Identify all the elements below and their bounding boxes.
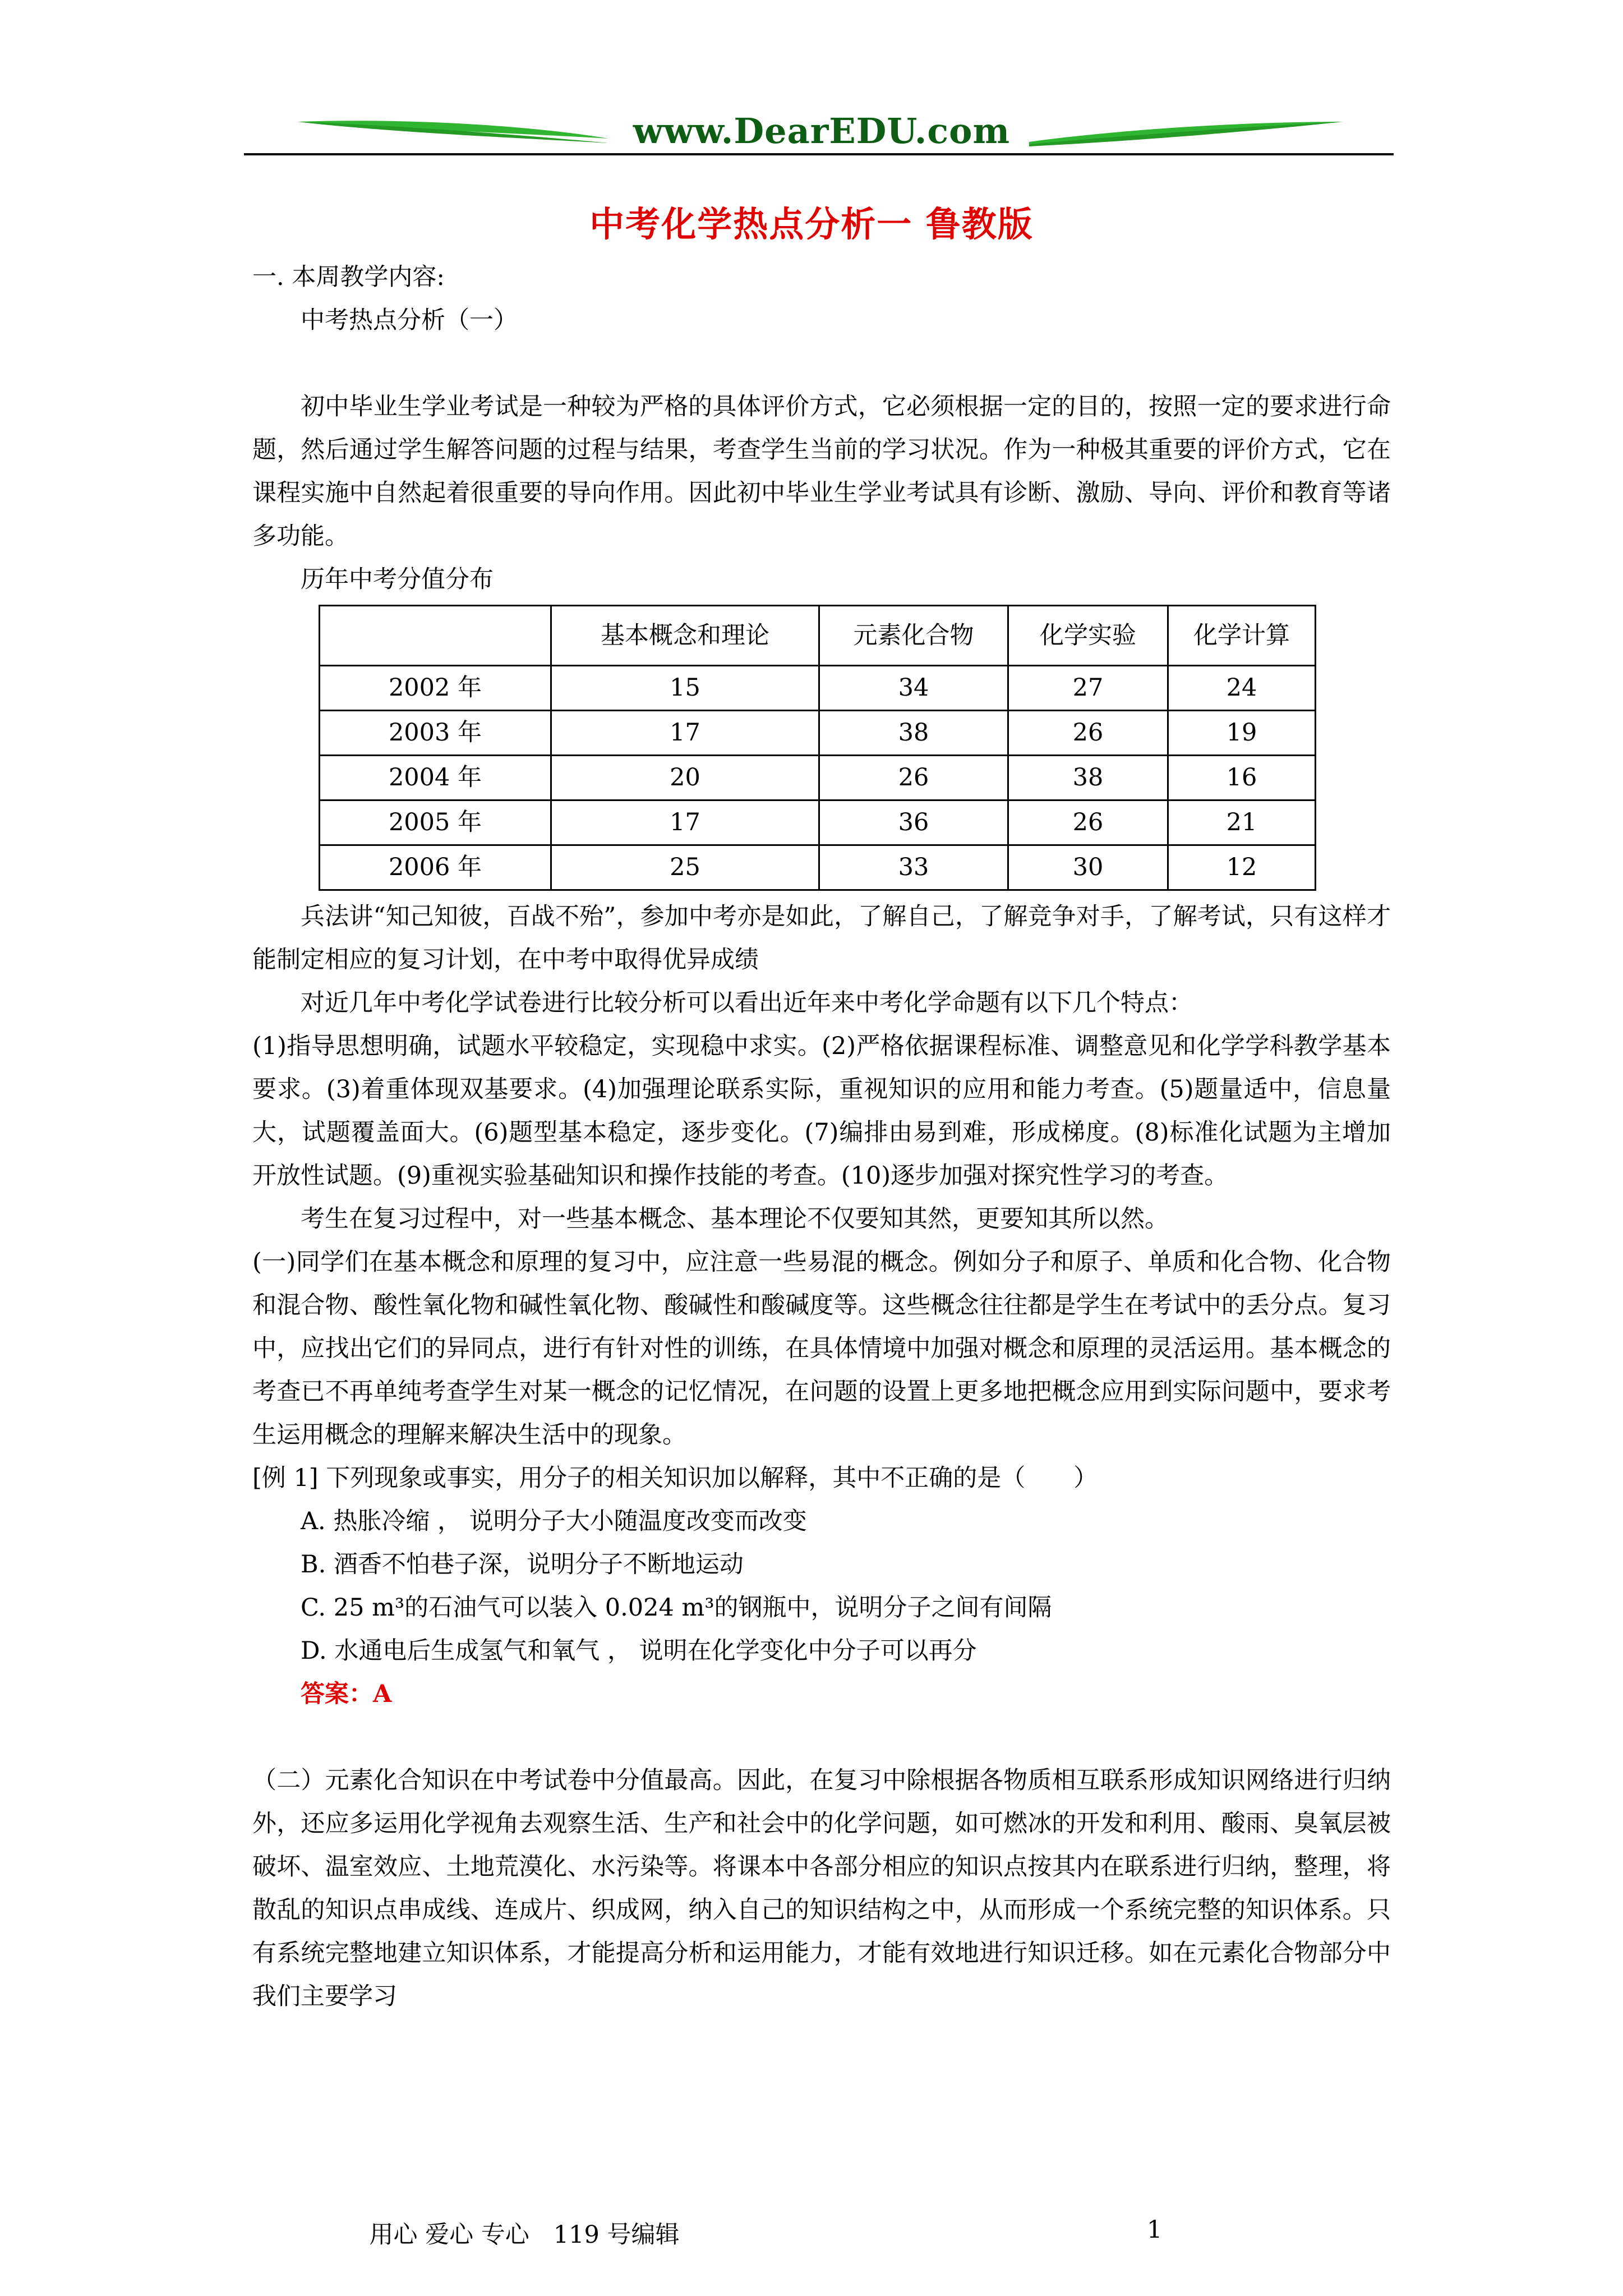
- site-header: [244, 109, 1394, 160]
- table-row: [320, 756, 1316, 800]
- table-cell: 2006 年: [320, 845, 551, 890]
- table-cell: 38: [1008, 756, 1168, 800]
- example-option-d: D. 水通电后生成氢气和氧气 ， 说明在化学变化中分子可以再分: [301, 1637, 977, 1665]
- table-cell: 38: [819, 711, 1008, 756]
- table-cell: 34: [819, 666, 1008, 711]
- table-cell: 16: [1168, 756, 1316, 800]
- table-cell: 17: [551, 800, 819, 845]
- table-cell: 2005 年: [320, 800, 551, 845]
- table-header-cell: 基本概念和理论: [551, 606, 819, 666]
- site-logo-text: www.DearEDU.com: [633, 111, 1011, 151]
- document-body: [252, 256, 1391, 2018]
- bingfa-paragraph: 兵法讲“知己知彼，百战不殆”，参加中考亦是如此，了解自己，了解竞争对手，了解考试，只有这样才能制定相应的复习计划，在中考中取得优异成绩: [252, 903, 1391, 974]
- intro-paragraph: 初中毕业生学业考试是一种较为严格的具体评价方式，它必须根据一定的目的，按照一定的要求进行命题，然后通过学生解答问题的过程与结果，考查学生当前的学习状况。作为一种极其重要的评价方式，它在课程实施中自然起着很重要的导向作用。因此初中毕业生学业考试具有诊断、激励、导向、评价和教育等诸多功能。: [252, 393, 1391, 550]
- table-cell: 26: [1008, 711, 1168, 756]
- example-option-b: B. 酒香不怕巷子深，说明分子不断地运动: [301, 1550, 744, 1579]
- table-header-cell: [320, 606, 551, 666]
- table-header-cell: 化学计算: [1168, 606, 1316, 666]
- table-cell: 15: [551, 666, 819, 711]
- table-header-cell: 元素化合物: [819, 606, 1008, 666]
- table-cell: 2004 年: [320, 756, 551, 800]
- table-row: [320, 845, 1316, 890]
- page-number: 1: [1147, 2216, 1163, 2244]
- document-title: 中考化学热点分析一 鲁教版: [589, 204, 1034, 245]
- section-subheading: 中考热点分析（一）: [301, 306, 518, 334]
- footer-text: 用心 爱心 专心 119 号编辑: [369, 2221, 680, 2249]
- table-cell: 25: [551, 845, 819, 890]
- header-divider: [244, 153, 1394, 155]
- table-cell: 2002 年: [320, 666, 551, 711]
- review-paragraph: 考生在复习过程中，对一些基本概念、基本理论不仅要知其然，更要知其所以然。: [301, 1205, 1169, 1233]
- table-cell: 36: [819, 800, 1008, 845]
- table-cell: 12: [1168, 845, 1316, 890]
- table-cell: 17: [551, 711, 819, 756]
- table-cell: 33: [819, 845, 1008, 890]
- table-cell: 24: [1168, 666, 1316, 711]
- table-cell: 27: [1008, 666, 1168, 711]
- table-row: [320, 711, 1316, 756]
- section-heading: 一. 本周教学内容:: [252, 263, 445, 291]
- features-list-paragraph: (1)指导思想明确，试题水平较稳定，实现稳中求实。(2)严格依据课程标准、调整意见和化学学科教学基本要求。(3)着重体现双基要求。(4)加强理论联系实际，重视知识的应用和能力考查。(5)题量适中，信息量大，试题覆盖面大。(6)题型基本稳定，逐步变化。(7)编排由易到难，形成梯度。(8)标准化试题为主增加开放性试题。(9)重视实验基础知识和操作技能的考查。(10)逐步加强对探究性学习的考查。: [252, 1032, 1391, 1190]
- table-row: [320, 666, 1316, 711]
- table-cell: 19: [1168, 711, 1316, 756]
- example-question: [例 1] 下列现象或事实，用分子的相关知识加以解释，其中不正确的是（ ）: [252, 1464, 1098, 1492]
- score-distribution-table: [319, 605, 1316, 891]
- example-option-a: A. 热胀冷缩 ， 说明分子大小随温度改变而改变: [301, 1507, 807, 1535]
- table-cell: 26: [819, 756, 1008, 800]
- features-lead-paragraph: 对近几年中考化学试卷进行比较分析可以看出近年来中考化学命题有以下几个特点：: [301, 989, 1193, 1017]
- table-cell: 26: [1008, 800, 1168, 845]
- table-header-cell: 化学实验: [1008, 606, 1168, 666]
- example-answer: 答案：A: [301, 1680, 392, 1708]
- part-one-paragraph: (一)同学们在基本概念和原理的复习中，应注意一些易混的概念。例如分子和原子、单质和化合物、化合物和混合物、酸性氧化物和碱性氧化物、酸碱性和酸碱度等。这些概念往往都是学生在考试中的丢分点。复习中，应找出它们的异同点，进行有针对性的训练，在具体情境中加强对概念和原理的灵活运用。基本概念的考查已不再单纯考查学生对某一概念的记忆情况，在问题的设置上更多地把概念应用到实际问题中，要求考生运用概念的理解来解决生活中的现象。: [252, 1248, 1391, 1449]
- part-two-paragraph: （二）元素化合知识在中考试卷中分值最高。因此，在复习中除根据各物质相互联系形成知识网络进行归纳外，还应多运用化学视角去观察生活、生产和社会中的化学问题，如可燃冰的开发和利用、酸雨、臭氧层被破坏、温室效应、土地荒漠化、水污染等。将课本中各部分相应的知识点按其内在联系进行归纳，整理，将散乱的知识点串成线、连成片、织成网，纳入自己的知识结构之中，从而形成一个系统完整的知识体系。只有系统完整地建立知识体系，才能提高分析和运用能力，才能有效地进行知识迁移。如在元素化合物部分中我们主要学习: [252, 1766, 1391, 2010]
- table-cell: 30: [1008, 845, 1168, 890]
- table-caption: 历年中考分值分布: [301, 565, 494, 593]
- table-cell: 2003 年: [320, 711, 551, 756]
- table-header-row: [320, 606, 1316, 666]
- table-row: [320, 800, 1316, 845]
- table-cell: 20: [551, 756, 819, 800]
- table-cell: 21: [1168, 800, 1316, 845]
- example-option-c: C. 25 m³的石油气可以装入 0.024 m³的钢瓶中，说明分子之间有间隔: [301, 1594, 1052, 1622]
